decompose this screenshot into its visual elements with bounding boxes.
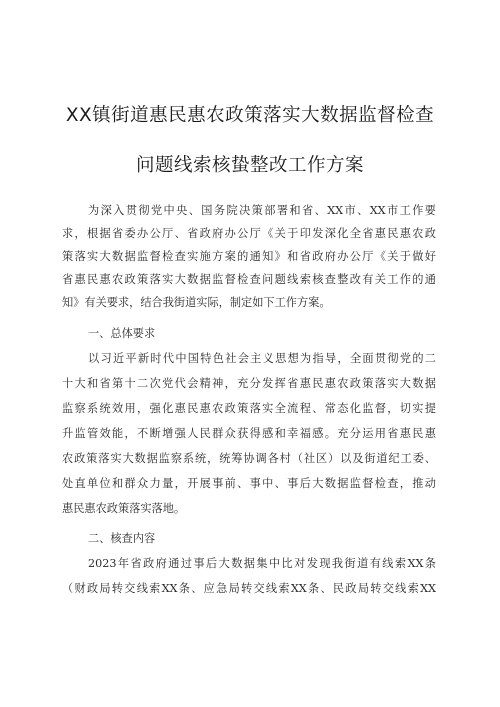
section1-line: 农政策落实大数据监察系统，统筹协调各村（社区）以及街道纪工委、 (62, 452, 436, 465)
document-title-line-2: 问题线索核蛰整改工作方案 (135, 155, 364, 176)
section2-line: （财政局转交线索XX条、应急局转交线索XX条、民政局转交线索XX (62, 582, 436, 595)
section1-line: 以习近平新时代中国特色社会主义思想为指导，全面贯彻党的二 (88, 352, 436, 365)
intro-line: 为深入贯彻党中央、国务院决策部署和省、XX市、XX市工作要 (88, 204, 436, 217)
section1-line: 惠民惠农政策落实落地。 (62, 502, 186, 515)
intro-line: 求，根据省委办公厅、省政府办公厅《关于印发深化全省惠民惠农政 (62, 227, 436, 240)
section-heading-general-requirements: 一、总体要求 (88, 327, 156, 340)
section2-line: 2023年省政府通过事后大数据集中比对发现我街道有线索XX条 (88, 557, 436, 570)
document-title-line-1: XX镇街道惠民惠农政策落实大数据监督检查 (65, 105, 435, 126)
intro-line: 知》有关要求，结合我街道实际，制定如下工作方案。 (62, 296, 331, 309)
section1-line: 升监管效能，不断增强人民群众获得感和幸福感。充分运用省惠民惠 (62, 427, 436, 440)
intro-line: 省惠民惠农政策落实大数据监督检查问题线索核查整改有关工作的通 (62, 273, 436, 286)
section-heading-check-content: 二、核查内容 (88, 532, 156, 545)
section1-line: 监察系统效用，强化惠民惠农政策落实全流程、常态化监督，切实提 (62, 402, 436, 415)
section1-line: 处直单位和群众力量，开展事前、事中、事后大数据监督检查，推动 (62, 477, 436, 490)
intro-line: 策落实大数据监督检查实施方案的通知》和省政府办公厅《关于做好 (62, 250, 436, 263)
section1-line: 十大和省第十二次党代会精神，充分发挥省惠民惠农政策落实大数据 (62, 377, 436, 390)
